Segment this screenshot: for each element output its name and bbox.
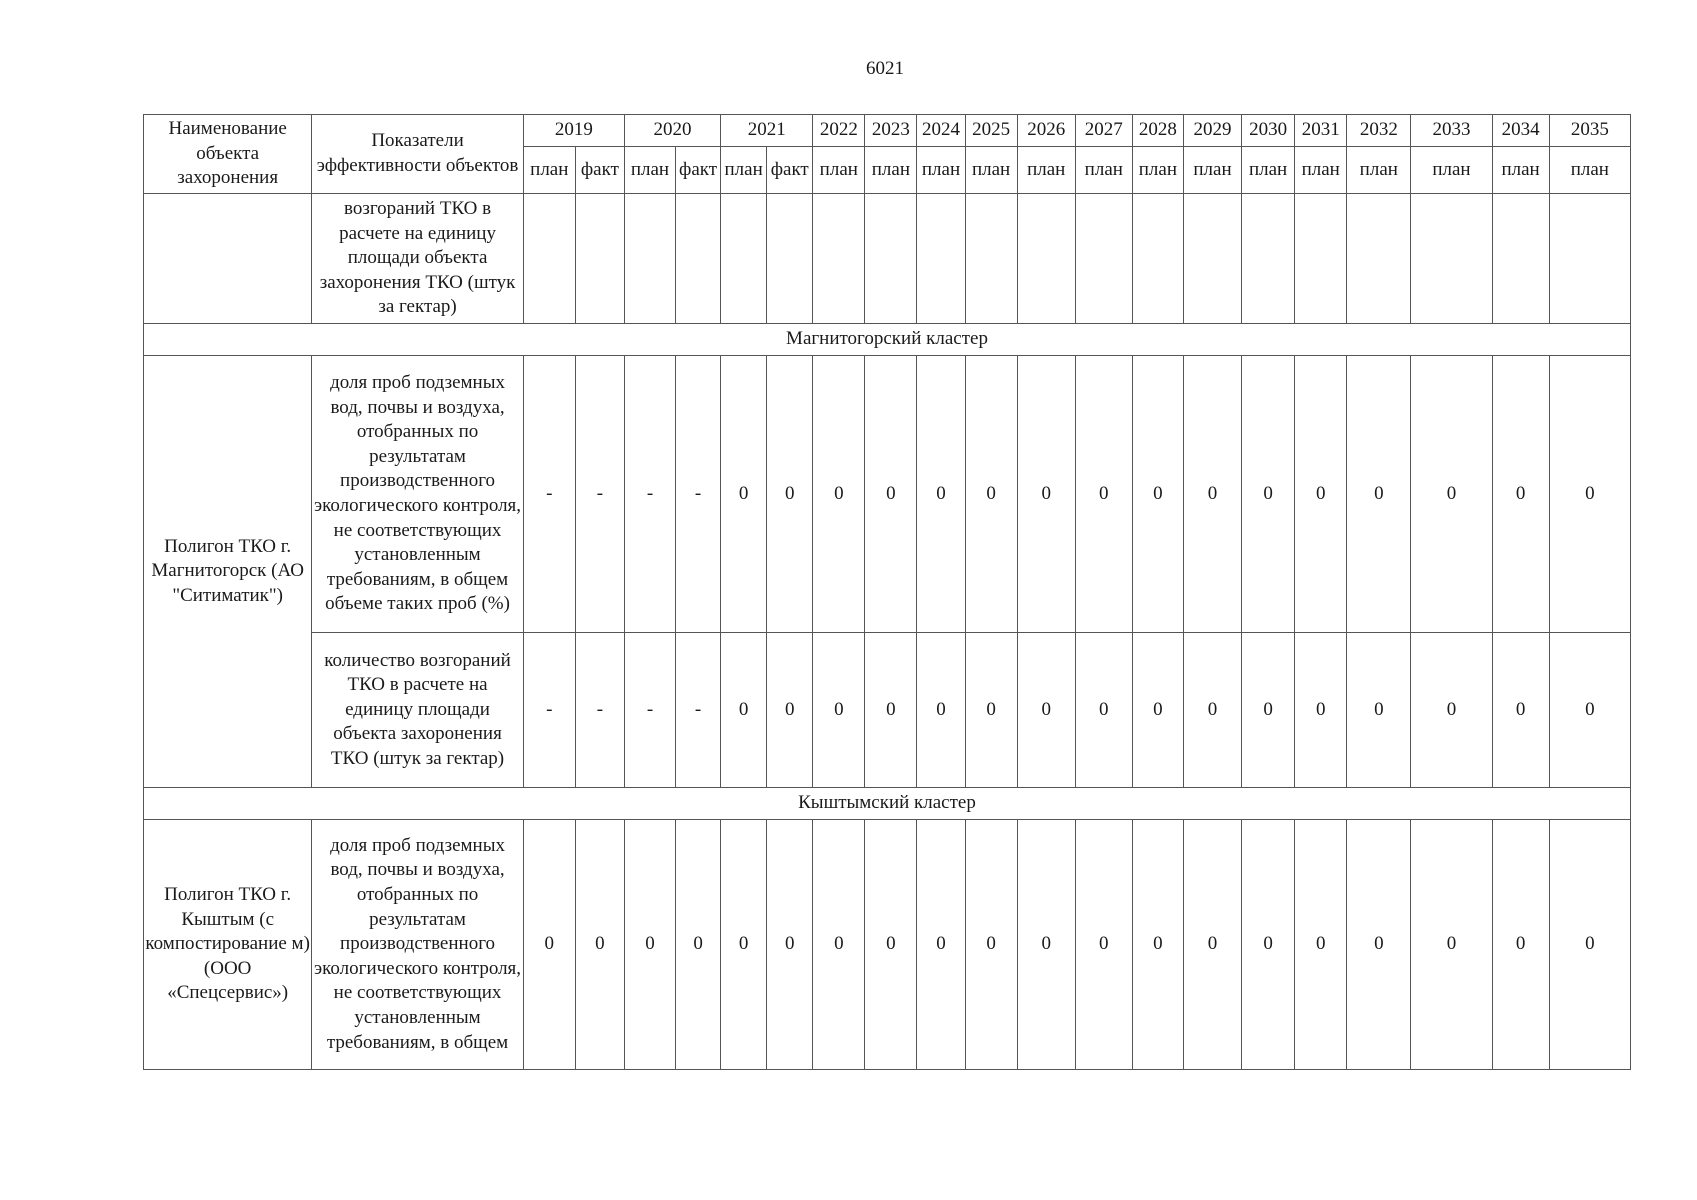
value-cell: 0 bbox=[575, 820, 624, 1070]
header-plan: план bbox=[1242, 147, 1295, 194]
value-cell bbox=[1549, 194, 1630, 324]
header-plan: план bbox=[813, 147, 865, 194]
header-plan: план bbox=[1017, 147, 1075, 194]
indicator-cell: доля проб подземных вод, почвы и воздуха, отобранных по результатам производственного экологического контроля, не соответствующих установленным требованиям, в общем bbox=[312, 820, 523, 1070]
value-cell: 0 bbox=[523, 820, 575, 1070]
value-cell: 0 bbox=[1549, 356, 1630, 633]
header-year: 2032 bbox=[1347, 115, 1411, 147]
value-cell: 0 bbox=[813, 820, 865, 1070]
value-cell: 0 bbox=[1242, 356, 1295, 633]
header-year: 2029 bbox=[1183, 115, 1241, 147]
value-cell: 0 bbox=[1017, 820, 1075, 1070]
value-cell: 0 bbox=[1295, 820, 1347, 1070]
value-cell bbox=[676, 194, 721, 324]
value-cell: 0 bbox=[1492, 820, 1549, 1070]
value-cell: 0 bbox=[767, 356, 813, 633]
value-cell: - bbox=[523, 356, 575, 633]
value-cell: - bbox=[575, 356, 624, 633]
value-cell: 0 bbox=[965, 633, 1017, 788]
value-cell: 0 bbox=[1075, 820, 1132, 1070]
value-cell: 0 bbox=[917, 820, 965, 1070]
value-cell: 0 bbox=[1132, 633, 1183, 788]
indicator-row bbox=[144, 356, 1631, 633]
header-plan: план bbox=[1492, 147, 1549, 194]
value-cell: - bbox=[575, 633, 624, 788]
header-plan: план bbox=[1549, 147, 1630, 194]
header-year: 2022 bbox=[813, 115, 865, 147]
value-cell bbox=[813, 194, 865, 324]
value-cell bbox=[1347, 194, 1411, 324]
indicator-cell: доля проб подземных вод, почвы и воздуха, отобранных по результатам производственного экологического контроля, не соответствующих установленным требованиям, в общем объеме таких проб (%) bbox=[312, 356, 523, 633]
value-cell bbox=[1017, 194, 1075, 324]
value-cell bbox=[965, 194, 1017, 324]
value-cell: 0 bbox=[1549, 633, 1630, 788]
value-cell: 0 bbox=[1075, 633, 1132, 788]
object-name-cell bbox=[144, 194, 312, 324]
value-cell: 0 bbox=[1347, 356, 1411, 633]
value-cell: 0 bbox=[624, 820, 675, 1070]
header-year: 2033 bbox=[1411, 115, 1492, 147]
value-cell bbox=[1411, 194, 1492, 324]
value-cell: - bbox=[523, 633, 575, 788]
value-cell: 0 bbox=[1242, 820, 1295, 1070]
header-plan: план bbox=[624, 147, 675, 194]
page-number: 6021 bbox=[866, 58, 904, 79]
value-cell: 0 bbox=[767, 820, 813, 1070]
value-cell: 0 bbox=[1295, 356, 1347, 633]
value-cell bbox=[865, 194, 917, 324]
value-cell: 0 bbox=[1075, 356, 1132, 633]
value-cell bbox=[1132, 194, 1183, 324]
value-cell: - bbox=[624, 633, 675, 788]
value-cell bbox=[1295, 194, 1347, 324]
efficiency-table bbox=[143, 114, 1631, 1070]
header-year: 2028 bbox=[1132, 115, 1183, 147]
header-year: 2025 bbox=[965, 115, 1017, 147]
header-year: 2026 bbox=[1017, 115, 1075, 147]
value-cell: 0 bbox=[767, 633, 813, 788]
value-cell: 0 bbox=[965, 356, 1017, 633]
value-cell bbox=[1183, 194, 1241, 324]
header-year: 2035 bbox=[1549, 115, 1630, 147]
value-cell: 0 bbox=[1132, 356, 1183, 633]
value-cell: 0 bbox=[865, 820, 917, 1070]
value-cell bbox=[1075, 194, 1132, 324]
header-plan: план bbox=[1183, 147, 1241, 194]
value-cell bbox=[575, 194, 624, 324]
header-year: 2020 bbox=[624, 115, 720, 147]
value-cell: 0 bbox=[917, 633, 965, 788]
header-plan: план bbox=[721, 147, 767, 194]
header-plan: план bbox=[523, 147, 575, 194]
value-cell bbox=[624, 194, 675, 324]
value-cell: 0 bbox=[721, 633, 767, 788]
header-plan: план bbox=[865, 147, 917, 194]
value-cell: 0 bbox=[1183, 820, 1241, 1070]
value-cell: 0 bbox=[1411, 356, 1492, 633]
header-year: 2023 bbox=[865, 115, 917, 147]
cluster-title: Кыштымский кластер bbox=[144, 788, 1631, 820]
value-cell: 0 bbox=[813, 633, 865, 788]
value-cell: 0 bbox=[1347, 820, 1411, 1070]
header-object-name: Наименование объекта захоронения bbox=[144, 115, 312, 194]
value-cell bbox=[917, 194, 965, 324]
value-cell: - bbox=[624, 356, 675, 633]
value-cell bbox=[1242, 194, 1295, 324]
value-cell: 0 bbox=[1132, 820, 1183, 1070]
indicator-cell: возгораний ТКО в расчете на единицу площади объекта захоронения ТКО (штук за гектар) bbox=[312, 194, 523, 324]
value-cell: 0 bbox=[721, 820, 767, 1070]
value-cell: - bbox=[676, 356, 721, 633]
indicator-row bbox=[144, 633, 1631, 788]
header-plan: план bbox=[917, 147, 965, 194]
value-cell: 0 bbox=[1411, 633, 1492, 788]
value-cell: 0 bbox=[1347, 633, 1411, 788]
continuation-row bbox=[144, 194, 1631, 324]
header-year: 2031 bbox=[1295, 115, 1347, 147]
value-cell: 0 bbox=[1549, 820, 1630, 1070]
header-year: 2019 bbox=[523, 115, 624, 147]
header-year: 2034 bbox=[1492, 115, 1549, 147]
header-fact: факт bbox=[676, 147, 721, 194]
value-cell bbox=[523, 194, 575, 324]
value-cell: 0 bbox=[1492, 356, 1549, 633]
value-cell: 0 bbox=[965, 820, 1017, 1070]
header-year: 2027 bbox=[1075, 115, 1132, 147]
value-cell: 0 bbox=[1183, 633, 1241, 788]
value-cell: 0 bbox=[813, 356, 865, 633]
header-year: 2030 bbox=[1242, 115, 1295, 147]
value-cell: 0 bbox=[1411, 820, 1492, 1070]
object-name-cell: Полигон ТКО г. Магнитогорск (АО "Ситиматик") bbox=[144, 356, 312, 788]
value-cell: 0 bbox=[1017, 633, 1075, 788]
value-cell: 0 bbox=[1183, 356, 1241, 633]
value-cell: 0 bbox=[1295, 633, 1347, 788]
header-year: 2021 bbox=[721, 115, 813, 147]
header-plan: план bbox=[1132, 147, 1183, 194]
indicator-row bbox=[144, 820, 1631, 1070]
value-cell: 0 bbox=[721, 356, 767, 633]
header-plan: план bbox=[1075, 147, 1132, 194]
value-cell bbox=[767, 194, 813, 324]
value-cell: 0 bbox=[1492, 633, 1549, 788]
header-plan: план bbox=[1347, 147, 1411, 194]
object-name-cell: Полигон ТКО г. Кыштым (с компостирование м) (ООО «Спецсервис») bbox=[144, 820, 312, 1070]
value-cell: 0 bbox=[1017, 356, 1075, 633]
header-fact: факт bbox=[575, 147, 624, 194]
cluster-row bbox=[144, 324, 1631, 356]
indicator-cell: количество возгораний ТКО в расчете на единицу площади объекта захоронения ТКО (штук за гектар) bbox=[312, 633, 523, 788]
header-year: 2024 bbox=[917, 115, 965, 147]
value-cell: - bbox=[676, 633, 721, 788]
cluster-row bbox=[144, 788, 1631, 820]
value-cell: 0 bbox=[865, 356, 917, 633]
header-row-years bbox=[144, 115, 1631, 147]
value-cell: 0 bbox=[676, 820, 721, 1070]
value-cell bbox=[721, 194, 767, 324]
header-plan: план bbox=[1295, 147, 1347, 194]
header-plan: план bbox=[965, 147, 1017, 194]
value-cell: 0 bbox=[917, 356, 965, 633]
value-cell: 0 bbox=[1242, 633, 1295, 788]
header-fact: факт bbox=[767, 147, 813, 194]
cluster-title: Магнитогорский кластер bbox=[144, 324, 1631, 356]
header-indicator: Показатели эффективности объектов bbox=[312, 115, 523, 194]
value-cell bbox=[1492, 194, 1549, 324]
value-cell: 0 bbox=[865, 633, 917, 788]
header-plan: план bbox=[1411, 147, 1492, 194]
